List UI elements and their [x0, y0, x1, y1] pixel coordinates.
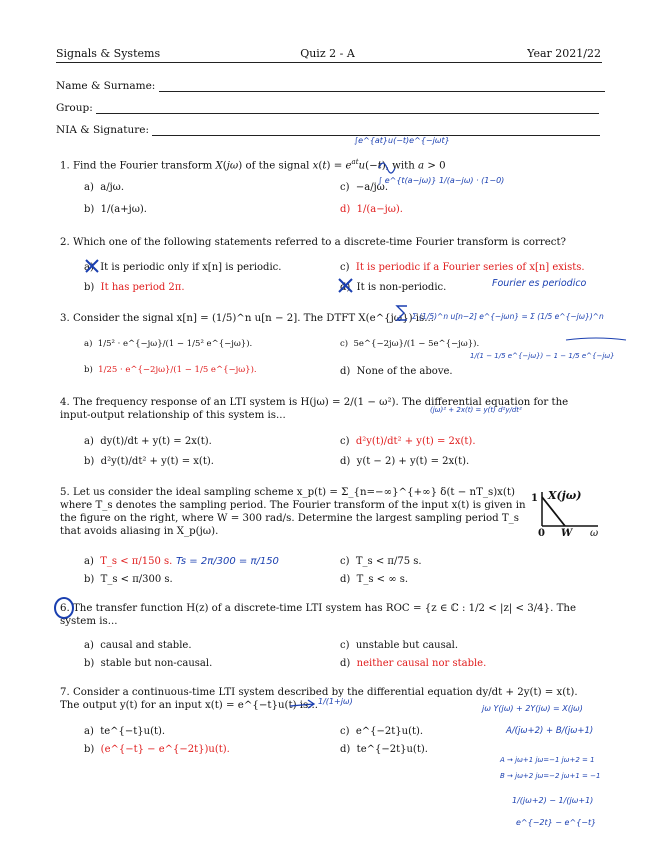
question-3: 3. Consider the signal x[n] = (1/5)^n u[n − 2]. The DTFT X(e^{jω}) is...	[60, 313, 434, 324]
q6-option-d[interactable]: d) neither causal nor stable.	[340, 658, 487, 669]
course-title: Signals & Systems	[56, 47, 161, 60]
q1-option-c[interactable]: c) −a/jω.	[340, 182, 389, 193]
q2-option-a[interactable]: a) It is periodic only if x[n] is periodic.	[84, 262, 282, 273]
q1-option-a[interactable]: a) a/jω.	[84, 182, 124, 193]
q5-figure-ylabel: X(jω)	[548, 489, 582, 502]
q1-option-d[interactable]: d) 1/(a−jω).	[340, 204, 403, 215]
question-7: 7. Consider a continuous-time LTI system described by the differential equation dy/dt + 2y(t) = x(t). The output y(t) for an input x(t) = e^{−t}u(t) is...	[60, 687, 578, 711]
q4-option-d[interactable]: d) y(t − 2) + y(t) = 2x(t).	[340, 456, 470, 467]
hand-q3-work: Σ (1/5)^n u[n−2] e^{−jωn} = Σ (1/5 e^{−jω})^n	[412, 312, 604, 321]
hand-q7-work5: 1/(jω+2) − 1/(jω+1)	[512, 796, 594, 805]
hand-q4-work: (jω)² + 2x(t) = y(t) d²y/dt²	[430, 406, 522, 414]
question-5: 5. Let us consider the ideal sampling scheme x_p(t) = Σ_{n=−∞}^{+∞} δ(t − nT_s)x(t) where T_s denotes the sampling period. The Fourier transform of the input x(t) is given in the figure on the right, where W = 300 rad/s. Determine the largest sampling period T_s that avoids aliasing in X_p(jω).	[60, 487, 526, 537]
question-6: 6. The transfer function H(z) of a discrete-time LTI system has ROC = {z ∈ ℂ : 1/2 < |z| < 3/4}. The system is...	[60, 603, 577, 627]
q7-option-d[interactable]: d) te^{−2t}u(t).	[340, 744, 428, 755]
q6-option-b[interactable]: b) stable but non-causal.	[84, 658, 213, 669]
q2-option-c[interactable]: c) It is periodic if a Fourier series of x[n] exists.	[340, 262, 585, 273]
hand-q7-work6: e^{−2t} − e^{−t}	[516, 818, 597, 827]
q3-option-a[interactable]: a) 1/5² · e^{−jω}/(1 − 1/5² e^{−jω}).	[84, 339, 253, 349]
hand-q7-work3: A → jω+1 jω=−1 jω+2 = 1	[500, 756, 595, 764]
q6-option-a[interactable]: a) causal and stable.	[84, 640, 192, 651]
question-4: 4. The frequency response of an LTI system is H(jω) = 2/(1 − ω²). The differential equation for the input-output relationship of this system is...	[60, 397, 569, 421]
q5-option-b[interactable]: b) T_s < π/300 s.	[84, 574, 173, 585]
hand-q2-note: Fourier es periodico	[492, 278, 587, 289]
q7-option-c[interactable]: c) e^{−2t}u(t).	[340, 726, 424, 737]
q5-option-c[interactable]: c) T_s < π/75 s.	[340, 556, 422, 567]
q5-option-a[interactable]: a) T_s < π/150 s.	[84, 556, 173, 567]
hand-q1-work: ∫ e^{t(a−jω)} 1/(a−jω) · (1−0)	[378, 176, 505, 185]
hand-q7-work2: A/(jω+2) + B/(jω+1)	[506, 726, 594, 736]
hand-q7-work4: B → jω+2 jω=−2 jω+1 = −1	[500, 772, 601, 780]
q3-option-d[interactable]: d) None of the above.	[340, 366, 453, 377]
hand-q1-integral: ∫e^{at}u(−t)e^{−jωt}	[354, 136, 450, 145]
hand-q7-arrow: 1/(1+jω)	[318, 697, 353, 706]
question-2: 2. Which one of the following statements referred to a discrete-time Fourier transform is correct?	[60, 237, 567, 248]
q3-option-c[interactable]: c) 5e^{−2jω}/(1 − 5e^{−jω}).	[340, 339, 480, 349]
hand-q7-work1: jω Y(jω) + 2Y(jω) = X(jω)	[482, 704, 583, 713]
q1-option-b[interactable]: b) 1/(a+jω).	[84, 204, 147, 215]
name-field[interactable]: Name & Surname:	[56, 80, 605, 92]
q5-figure-xtick-0: 0	[538, 528, 545, 539]
signature-field[interactable]: NIA & Signature:	[56, 124, 600, 136]
question-1: 1. Find the Fourier transform X(jω) of the signal $x(t) = e^{at}u(-t)$, with a > 0	[60, 158, 446, 172]
quiz-title: Quiz 2 - A	[300, 47, 355, 60]
q3-option-b[interactable]: b) 1/25 · e^{−2jω}/(1 − 1/5 e^{−jω}).	[84, 365, 257, 375]
q5-figure-xtick-w: W	[561, 528, 573, 539]
q2-option-d[interactable]: d) It is non-periodic.	[340, 282, 447, 293]
hand-q3-side: 1/(1 − 1/5 e^{−jω}) − 1 − 1/5 e^{−jω}	[470, 352, 615, 360]
academic-year: Year 2021/22	[527, 47, 601, 60]
q2-option-b[interactable]: b) It has period 2π.	[84, 282, 185, 293]
q5-figure-xlabel: ω	[590, 528, 599, 539]
q7-option-b[interactable]: b) (e^{−t} − e^{−2t})u(t).	[84, 744, 230, 755]
q6-option-c[interactable]: c) unstable but causal.	[340, 640, 459, 651]
q5-figure-ytick: 1	[531, 493, 538, 504]
group-field[interactable]: Group:	[56, 102, 599, 114]
header-rule	[56, 62, 602, 63]
q5-option-d[interactable]: d) T_s < ∞ s.	[340, 574, 409, 585]
q4-option-c[interactable]: c) d²y(t)/dt² + y(t) = 2x(t).	[340, 436, 476, 447]
q4-option-a[interactable]: a) dy(t)/dt + y(t) = 2x(t).	[84, 436, 212, 447]
q4-option-b[interactable]: b) d²y(t)/dt² + y(t) = x(t).	[84, 456, 214, 467]
q7-option-a[interactable]: a) te^{−t}u(t).	[84, 726, 166, 737]
hand-q5-work: Ts = 2π/300 = π/150	[176, 556, 279, 567]
